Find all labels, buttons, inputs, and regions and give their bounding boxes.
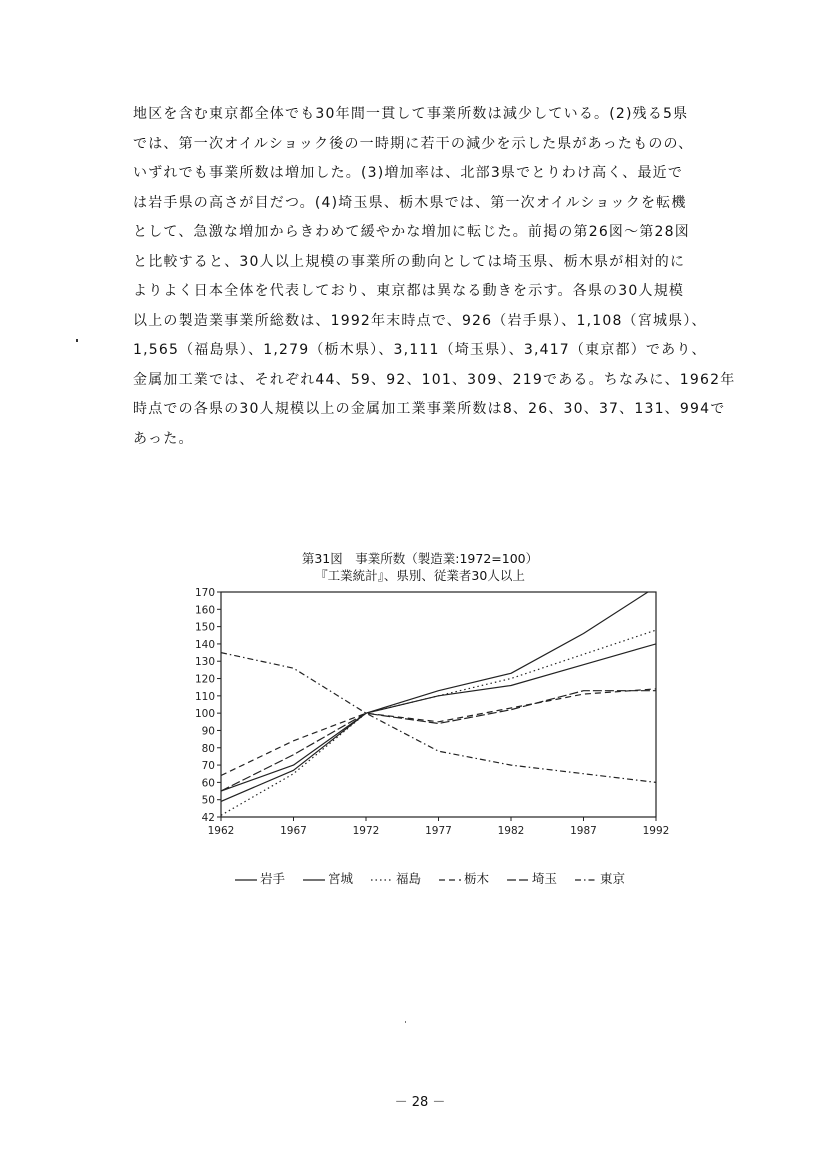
y-tick-label: 70	[201, 760, 215, 773]
x-tick-label: 1972	[352, 825, 380, 837]
legend-label: 福島	[395, 871, 421, 886]
x-tick-label: 1977	[425, 825, 452, 837]
legend-item-saitama	[507, 869, 557, 887]
y-tick-label: 140	[194, 638, 215, 651]
legend-item-tokyo	[575, 869, 625, 887]
legend-swatch-dashed	[439, 877, 461, 883]
legend-swatch-solid	[303, 877, 325, 883]
line-chart	[190, 584, 670, 849]
legend-swatch-dotted	[371, 877, 393, 883]
paragraph-line: 時点での各県の30人規模以上の金属加工業事業所数は8、26、30、37、131、994で	[133, 401, 726, 417]
legend-label: 宮城	[327, 871, 353, 886]
legend-swatch-long-dash	[507, 877, 529, 883]
chart-legend	[200, 869, 660, 887]
paragraph-line: よりよく日本全体を代表しており、東京都は異なる動きを示す。各県の30人規模	[133, 283, 685, 299]
y-tick-label: 50	[201, 794, 215, 807]
paragraph-line: 以上の製造業事業所総数は、1992年末時点で、926（岩手県）、1,108（宮城県）、	[133, 312, 707, 329]
x-tick-label: 1967	[280, 825, 307, 837]
y-tick-label: 170	[194, 587, 215, 599]
paragraph-line: として、急激な増加からきわめて緩やかな増加に転じた。前掲の第26図〜第28図	[133, 224, 690, 240]
legend-swatch-solid	[235, 877, 257, 883]
y-tick-label: 150	[194, 621, 215, 634]
y-tick-label: 42	[201, 812, 215, 824]
y-tick-label: 100	[194, 708, 215, 721]
paragraph-line: いずれでも事業所数は増加した。(3)増加率は、北部3県でとりわけ高く、最近で	[133, 165, 684, 181]
paragraph-line: 金属加工業では、それぞれ44、59、92、101、309、219である。ちなみに、1962年	[133, 371, 736, 388]
y-tick-label: 130	[194, 656, 215, 669]
paragraph-line: 地区を含む東京都全体でも30年間一貫して事業所数は減少している。(2)残る5県	[133, 106, 689, 122]
legend-label: 岩手	[259, 871, 285, 886]
x-tick-label: 1982	[497, 825, 525, 837]
legend-item-iwate	[235, 869, 285, 887]
paragraph-line: では、第一次オイルショック後の一時期に若干の減少を示した県があったものの、	[133, 135, 694, 152]
page-number: － 28 －	[394, 1095, 446, 1110]
y-tick-label: 80	[201, 742, 215, 755]
legend-item-miyagi	[303, 869, 353, 887]
y-tick-label: 120	[194, 673, 215, 686]
series-line-5	[221, 653, 656, 783]
plot-frame	[221, 592, 656, 817]
figure-caption-title: 第31図 事業所数（製造業:1972=100）	[301, 551, 539, 566]
legend-label: 栃木	[463, 871, 489, 886]
legend-label: 東京	[599, 871, 625, 886]
legend-swatch-dash-dot	[575, 877, 597, 883]
series-line-3	[221, 689, 656, 776]
figure-caption-source: 『工業統計』、県別、従業者30人以上	[315, 568, 525, 583]
x-tick-label: 1962	[207, 825, 235, 837]
series-line-4	[221, 691, 656, 791]
series-line-1	[221, 644, 656, 791]
margin-mark	[76, 339, 78, 342]
stray-mark	[405, 1021, 406, 1023]
paragraph-line: は岩手県の高さが目だつ。(4)埼玉県、栃木県では、第一次オイルショックを転機	[133, 194, 687, 211]
y-tick-label: 90	[201, 725, 215, 738]
legend-item-fukushima	[371, 869, 421, 887]
paragraph-line: あった。	[133, 430, 194, 447]
y-tick-label: 110	[194, 690, 215, 703]
series-line-2	[221, 630, 656, 815]
paragraph-line: と比較すると、30人以上規模の事業所の動向としては埼玉県、栃木県が相対的に	[133, 253, 686, 270]
legend-label: 埼玉	[531, 871, 557, 886]
legend-item-tochigi	[439, 869, 489, 887]
x-tick-label: 1992	[642, 825, 670, 837]
x-tick-label: 1987	[570, 825, 597, 837]
body-paragraph	[133, 100, 736, 454]
paragraph-line: 1,565（福島県）、1,279（栃木県）、3,111（埼玉県）、3,417（東京都）であり、	[133, 342, 707, 358]
y-tick-label: 160	[194, 604, 215, 617]
y-tick-label: 60	[201, 777, 215, 790]
